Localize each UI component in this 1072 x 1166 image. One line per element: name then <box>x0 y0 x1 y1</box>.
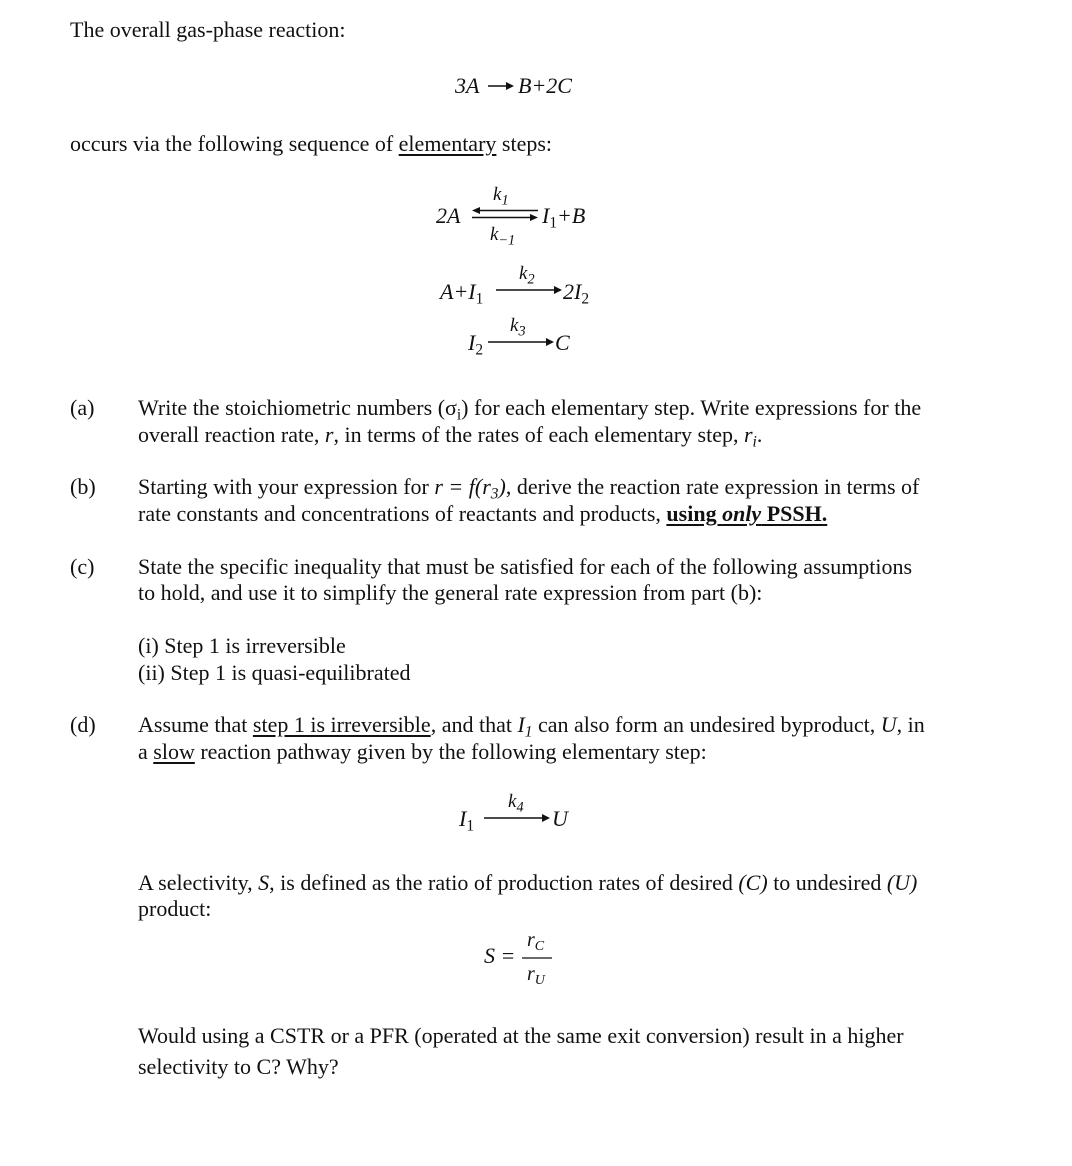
part-a-line-1: Write the stoichiometric numbers $(\sigma_i)$ for each elementary step. Write expressions for the <box>138 395 922 424</box>
byproduct-k: $k_4$ <box>508 791 524 816</box>
arrow-icon <box>488 336 554 348</box>
step-1-k-forward: $k_1$ <box>493 184 509 209</box>
step-2-lhs: $A+I_1$ <box>440 279 484 308</box>
final-question-line-2: selectivity to C? Why? <box>138 1054 339 1079</box>
step-3-rhs: C <box>555 330 570 355</box>
elementary-underlined: elementary <box>398 131 497 156</box>
part-label: (a) <box>70 395 95 420</box>
step-1-k-reverse: $k_{-1}$ <box>490 224 516 249</box>
selectivity-line-1: A selectivity, S, is defined as the ratio of production rates of desired (C) to undesired (U) <box>138 870 918 895</box>
part-c-line-1: State the specific inequality that must be satisfied for each of the following assumptions <box>138 554 913 579</box>
arrow-icon <box>496 284 562 296</box>
byproduct-lhs: $I_1$ <box>459 806 475 835</box>
step-1-rhs: $I_1+B$ <box>542 203 586 232</box>
fraction-bar <box>522 956 552 960</box>
selectivity-lhs: S = <box>484 943 516 968</box>
part-label: (d) <box>70 712 96 737</box>
part-b-line-1: Starting with your expression for $r = f(r_3)$, derive the reaction rate expression in terms of <box>138 474 920 503</box>
equilibrium-arrow-icon <box>472 207 538 221</box>
selectivity-denominator: $r_U$ <box>527 963 545 989</box>
overall-lhs: 3A <box>455 73 480 98</box>
part-d-line-2: a slow reaction pathway given by the following elementary step: <box>138 739 707 764</box>
final-question-line-1: Would using a CSTR or a PFR (operated at the same exit conversion) result in a higher <box>138 1023 904 1048</box>
arrow-icon <box>488 80 514 92</box>
overall-rhs: B+2C <box>518 73 572 98</box>
step-3-lhs: $I_2$ <box>468 330 484 359</box>
part-a-line-2: overall reaction rate, r, in terms of the rates of each elementary step, $r_i$. <box>138 422 763 451</box>
sequence-text-after: steps: <box>496 131 553 156</box>
step-2-k: $k_2$ <box>519 263 535 288</box>
selectivity-line-2: product: <box>138 896 212 921</box>
sequence-text <box>70 130 552 157</box>
sequence-text-before: occurs via the following sequence of <box>70 131 399 156</box>
arrow-icon <box>484 812 550 824</box>
step-1-lhs: 2A <box>436 203 461 228</box>
part-d-line-1: Assume that step 1 is irreversible, and that $I_1$ can also form an undesired byproduct, U, in <box>138 712 925 741</box>
part-c-item: (i) Step 1 is irreversible <box>138 633 346 658</box>
selectivity-numerator: $r_C$ <box>527 929 545 955</box>
intro-text: The overall gas-phase reaction: <box>70 17 346 42</box>
step-2-rhs: $2I_2$ <box>563 279 590 308</box>
part-label: (b) <box>70 474 96 499</box>
part-c-item: (ii) Step 1 is quasi-equilibrated <box>138 660 411 685</box>
step-3-k: $k_3$ <box>510 315 526 340</box>
part-c-line-2: to hold, and use it to simplify the general rate expression from part (b): <box>138 580 763 605</box>
byproduct-rhs: U <box>552 806 568 831</box>
part-b-line-2: rate constants and concentrations of reactants and products, using only PSSH. <box>138 501 828 526</box>
part-label: (c) <box>70 554 95 579</box>
